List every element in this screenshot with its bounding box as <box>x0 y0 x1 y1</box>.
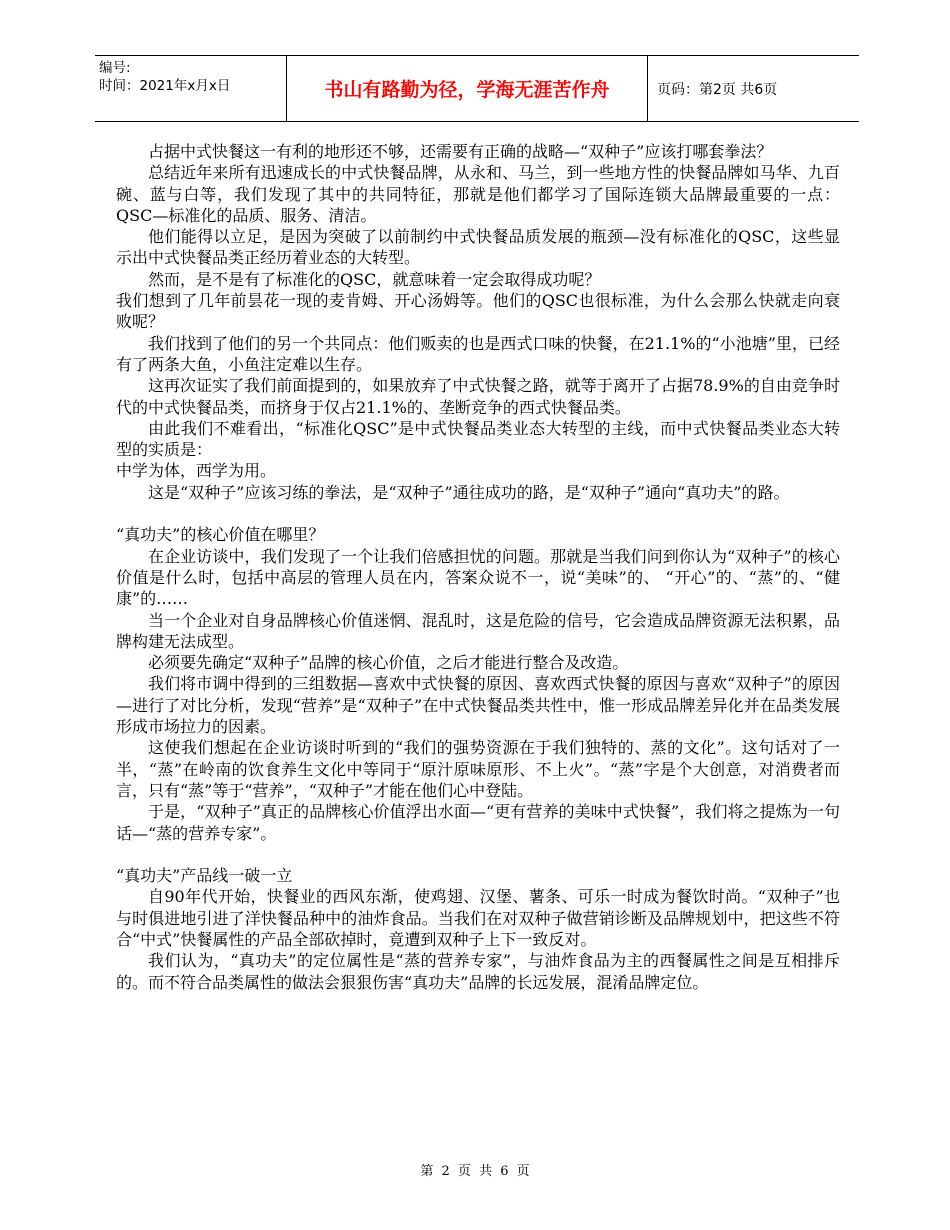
paragraph: 中学为体，西学为用。 <box>116 461 277 481</box>
footer-di: 第 <box>420 1164 434 1179</box>
footer-ye2: 页 <box>516 1164 530 1179</box>
paragraph: 我们想到了几年前昙花一现的麦肯姆、开心汤姆等。他们的QSC也很标准，为什么会那么快就走向衰败呢？ <box>116 291 840 332</box>
footer-total-pages: 6 <box>500 1164 509 1179</box>
paragraph: 总结近年来所有迅速成长的中式快餐品牌，从永和、马兰，到一些地方性的快餐品牌如马华、九百碗、蓝与白等，我们发现了其中的共同特征，那就是他们都学习了国际连锁大品牌最重要的一点：QSC—标准化的品质、服务、清洁。 <box>116 163 840 225</box>
paragraph: “真功夫”产品线一破一立 <box>116 866 293 886</box>
paragraph: 这是“双种子”应该习练的拳法，是“双种子”通往成功的路，是“双种子”通向“真功夫”的路。 <box>148 482 790 502</box>
paragraph: 由此我们不难看出，“标准化QSC”是中式快餐品类业态大转型的主线，而中式快餐品类业态大转型的实质是： <box>116 418 840 460</box>
paragraph: 他们能得以立足，是因为突破了以前制约中式快餐品质发展的瓶颈—没有标准化的QSC，这些显示出中式快餐品类正经历着业态的大转型。 <box>116 227 840 268</box>
paragraph: 自90年代开始，快餐业的西风东渐，使鸡翅、汉堡、薯条、可乐一时成为餐饮时尚。“双种子”也与时俱进地引进了洋快餐品种中的油炸食品。当我们在对双种子做营销诊断及品牌规划中，把这些不符合“中式”快餐属性的产品全部砍掉时，竟遭到双种子上下一致反对。 <box>116 887 840 949</box>
footer-gong: 共 <box>479 1164 493 1179</box>
paragraph: “真功夫”的核心价值在哪里？ <box>116 525 325 545</box>
paragraph: 我们将市调中得到的三组数据—喜欢中式快餐的原因、喜欢西式快餐的原因与喜欢“双种子”的原因—进行了对比分析，发现“营养”是“双种子”在中式快餐品类共性中，惟一形成品牌差异化并在品类发展形成市场拉力的因素。 <box>116 674 840 737</box>
paragraph: 我们找到了他们的另一个共同点：他们贩卖的也是西式口味的快餐，在21.1%的“小池塘”里，已经有了两条大鱼，小鱼注定难以生存。 <box>116 333 840 374</box>
paragraph: 我们认为，“真功夫”的定位属性是“蒸的营养专家”，与油炸食品为主的西餐属性之间是互相排斥的。而不符合品类属性的做法会狠狠伤害“真功夫”品牌的长远发展，混淆品牌定位。 <box>116 951 840 992</box>
blank-line <box>116 503 840 524</box>
paragraph: 这再次证实了我们前面提到的，如果放弃了中式快餐之路，就等于离开了占据78.9%的自由竞争时代的中式快餐品类，而挤身于仅占21.1%的、垄断竞争的西式快餐品类。 <box>116 376 840 417</box>
paragraph: 这使我们想起在企业访谈时听到的“我们的强势资源在于我们独特的、蒸的文化”。这句话对了一半，“蒸”在岭南的饮食养生文化中等同于“原汁原味原形、不上火”。“蒸”字是个大创意，对消费者而言，只有“蒸”等于“营养”，“双种子”才能在他们心中登陆。 <box>116 738 840 800</box>
paragraph: 必须要先确定“双种子”品牌的核心价值，之后才能进行整合及改造。 <box>148 653 629 673</box>
paragraph: 在企业访谈中，我们发现了一个让我们倍感担忧的问题。那就是当我们问到你认为“双种子”的核心价值是什么时，包括中高层的管理人员在内，答案众说不一，说“美味”的、 “开心”的、“蒸”的、“健康”的…… <box>116 546 840 609</box>
paragraph: 于是，“双种子”真正的品牌核心价值浮出水面—“更有营养的美味中式快餐”，我们将之提炼为一句话—“蒸的营养专家”。 <box>116 802 840 843</box>
footer-ye: 页 <box>457 1164 471 1179</box>
time-label: 时间：2021年x月x日 <box>99 78 231 94</box>
header-page-info: 页码：第2页 共6页 <box>657 81 778 98</box>
page-footer <box>0 1160 950 1179</box>
paragraph: 然而，是不是有了标准化的QSC，就意味着一定会取得成功呢？ <box>148 269 601 289</box>
paragraph: 占据中式快餐这一有利的地形还不够，还需要有正确的战略—“双种子”应该打哪套拳法？ <box>148 142 773 161</box>
page-header <box>95 55 859 122</box>
footer-page-number: 2 <box>441 1164 450 1179</box>
document-body <box>116 141 840 993</box>
header-motto: 书山有路勤为径，学海无涯苦作舟 <box>286 56 648 121</box>
number-label: 编号: <box>99 60 131 76</box>
paragraph: 当一个企业对自身品牌核心价值迷惘、混乱时，这是危险的信号，它会造成品牌资源无法积累，品牌构建无法成型。 <box>116 610 840 651</box>
header-meta <box>99 59 285 95</box>
blank-line <box>116 844 840 865</box>
